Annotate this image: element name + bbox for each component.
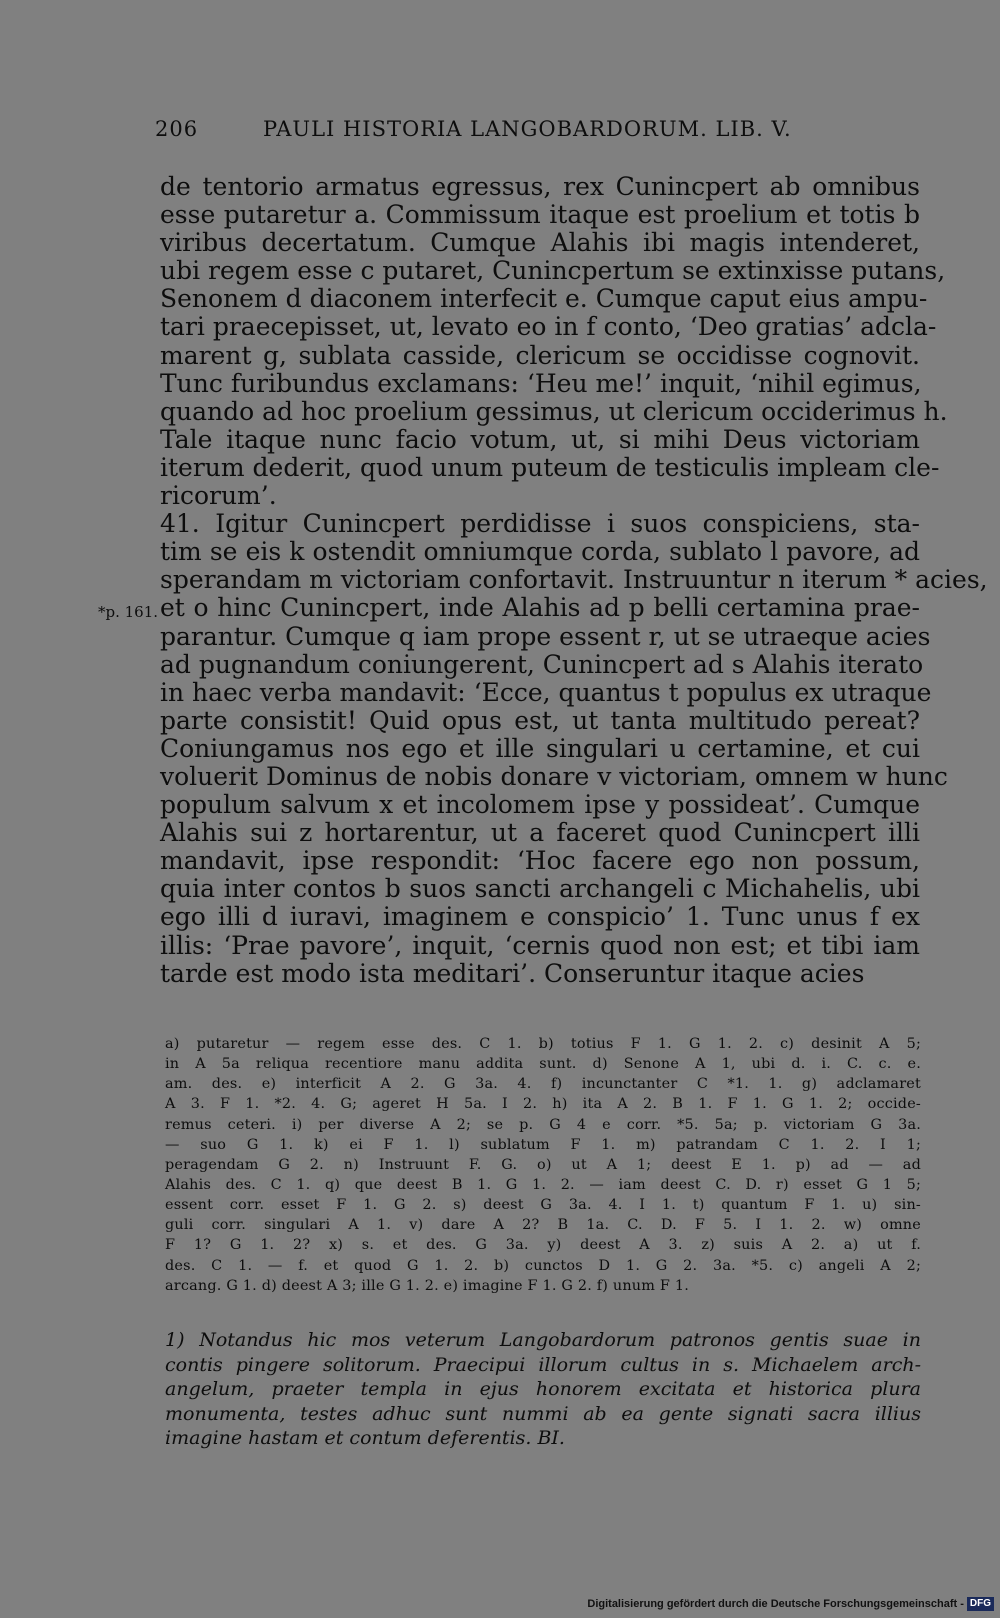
margin-page-reference: *p. 161. [98,603,159,621]
footnote-line: monumenta, testes adhuc sunt nummi ab ea gente signati sacra illius [165,1402,921,1425]
text-line: in haec verba mandavit: ‘Ecce, quantus t populus ex utraque [160,677,932,707]
apparatus-line: in A 5a reliqua recentiore manu addita sunt. d) Senone A 1, ubi d. i. C. c. e. [165,1056,921,1073]
page-number: 206 [155,117,199,141]
apparatus-line: arcang. G 1. d) deest A 3; ille G 1. 2. e) imagine F 1. G 2. f) unum F 1. [165,1277,689,1294]
apparatus-line: peragendam G 2. n) Instruunt F. G. o) ut A 1; deest E 1. p) ad — ad [165,1156,921,1173]
digitization-credit [587,1596,994,1612]
apparatus-line: Alahis des. C 1. q) que deest B 1. G 1. 2. — iam deest C. D. r) esset G 1 5; [165,1176,921,1193]
text-line: illis: ‘Prae pavore’, inquit, ‘cernis quod non est; et tibi iam [160,930,920,960]
text-line: Alahis sui z hortarentur, ut a faceret quod Cunincpert illi [160,818,920,848]
text-line: sperandam m victoriam confortavit. Instruuntur n iterum * acies, [160,565,988,595]
text-line: de tentorio armatus egressus, rex Cunincpert ab omnibus [160,172,920,201]
apparatus-line: remus ceteri. i) per diverse A 2; se p. G 4 e corr. *5. 5a; p. victoriam G 3a. [165,1116,921,1133]
text-line: Tunc furibundus exclamans: ‘Heu me!’ inquit, ‘nihil egimus, [160,368,922,398]
footnote [165,1328,921,1451]
text-line: quando ad hoc proelium gessimus, ut clericum occiderimus h. [160,396,948,426]
text-line: viribus decertatum. Cumque Alahis ibi magis intenderet, [160,228,920,258]
footnote-line: contis pingere solitorum. Praecipui illorum cultus in s. Michaelem arch- [165,1353,921,1376]
text-line: ego illi d iuravi, imaginem e conspicio’ 1. Tunc unus f ex [160,902,920,932]
text-line: Coniungamus nos ego et ille singulari u certamine, et cui [160,733,920,763]
text-line: voluerit Dominus de nobis donare v victoriam, omnem w hunc [160,761,948,791]
footnote-line: angelum, praeter templa in ejus honorem excitata et historica plura [165,1378,921,1400]
text-line: marent g, sublata casside, clericum se occidisse cognovit. [160,340,920,370]
page-header [155,117,815,147]
apparatus-line: am. des. e) interficit A 2. G 3a. 4. f) incunctanter C *1. 1. g) adclamaret [165,1076,921,1093]
text-line: populum salvum x et incolomem ipse y possideat’. Cumque [160,790,920,820]
text-line: ad pugnandum coniungerent, Cunincpert ad s Alahis iterato [160,649,924,679]
footnote-line: 1) Notandus hic mos veterum Langobardorum patronos gentis suae in [165,1329,921,1351]
footnote-line: imagine hastam et contum deferentis. BI. [165,1427,565,1449]
text-line: tim se eis k ostendit omniumque corda, sublato l pavore, ad [160,537,920,567]
main-text [160,172,988,988]
text-line: parantur. Cumque q iam prope essent r, ut se utraeque acies [160,621,931,651]
text-line: 41. Igitur Cunincpert perdidisse i suos conspiciens, sta- [160,509,920,539]
text-line: parte consistit! Quid opus est, ut tanta multitudo pereat? [160,705,920,735]
critical-apparatus [165,1034,921,1296]
text-line: Senonem d diaconem interfecit e. Cumque caput eius ampu- [160,284,928,314]
running-title: PAULI HISTORIA LANGOBARDORUM. LIB. V. [263,117,792,141]
dfg-logo: DFG [967,1597,994,1611]
text-line: tarde est modo ista meditari’. Conseruntur itaque acies [160,958,865,988]
apparatus-line: essent corr. esset F 1. G 2. s) deest G 3a. 4. I 1. t) quantum F 1. u) sin- [165,1197,921,1214]
text-line: mandavit, ipse respondit: ‘Hoc facere ego non possum, [160,846,920,876]
apparatus-line: des. C 1. — f. et quod G 1. 2. b) cunctos D 1. G 2. 3a. *5. c) angeli A 2; [165,1257,921,1274]
apparatus-line: — suo G 1. k) ei F 1. l) sublatum F 1. m) patrandam C 1. 2. I 1; [165,1136,921,1153]
text-line: tari praecepisset, ut, levato eo in f conto, ‘Deo gratias’ adcla- [160,312,937,342]
text-line: quia inter contos b suos sancti archangeli c Michahelis, ubi [160,874,920,904]
apparatus-line: a) putaretur — regem esse des. C 1. b) totius F 1. G 1. 2. c) desinit A 5; [165,1036,921,1052]
apparatus-line: F 1? G 1. 2? x) s. et des. G 3a. y) deest A 3. z) suis A 2. a) ut f. [165,1237,921,1254]
apparatus-line: guli corr. singulari A 1. v) dare A 2? B 1a. C. D. F 5. I 1. 2. w) omne [165,1217,921,1234]
text-line: Tale itaque nunc facio votum, ut, si mihi Deus victoriam [160,424,920,454]
text-line: et o hinc Cunincpert, inde Alahis ad p belli certamina prae- [160,593,920,623]
text-line: iterum dederit, quod unum puteum de testiculis impleam cle- [160,452,940,482]
apparatus-line: A 3. F 1. *2. 4. G; ageret H 5a. I 2. h) ita A 2. B 1. F 1. G 1. 2; occide- [165,1096,921,1113]
credit-text: Digitalisierung gefördert durch die Deutsche Forschungsgemeinschaft - [587,1598,964,1610]
text-line: esse putaretur a. Commissum itaque est proelium et totis b [160,200,920,230]
text-line: ricorum’. [160,481,277,511]
text-line: ubi regem esse c putaret, Cunincpertum se extinxisse putans, [160,256,946,286]
